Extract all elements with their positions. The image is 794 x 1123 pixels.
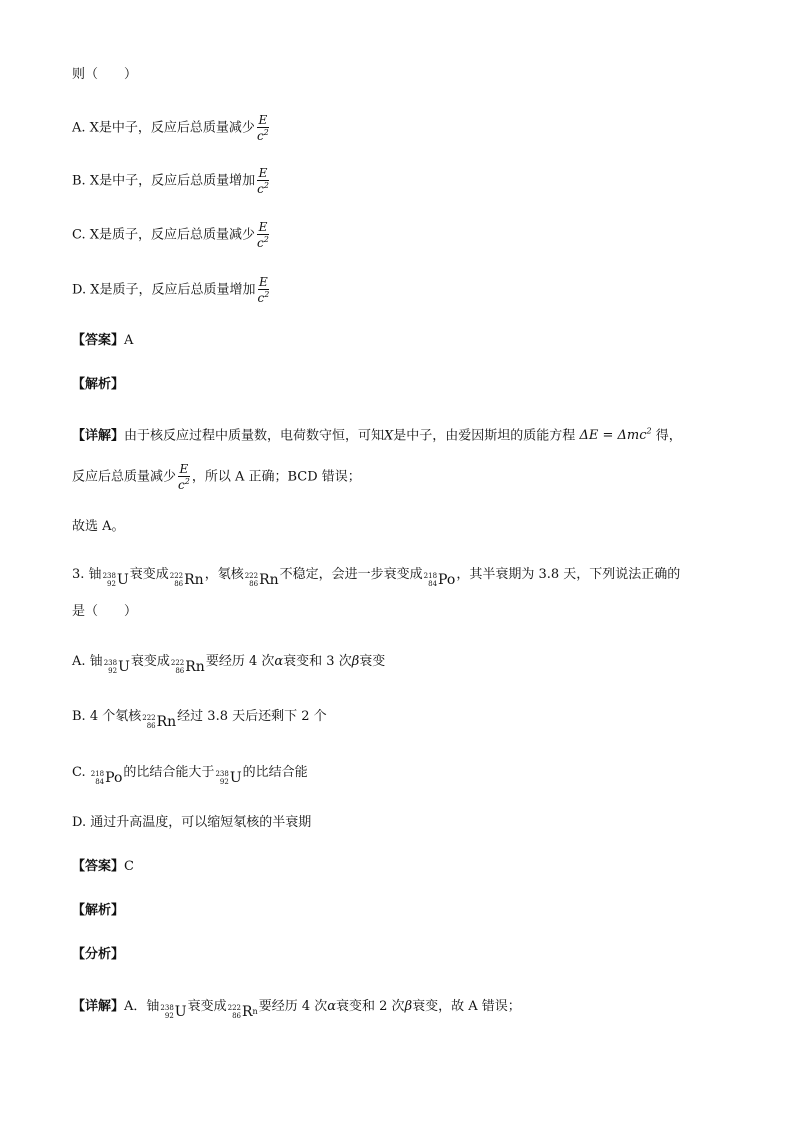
option-label: C. [72, 227, 86, 243]
nuclide-po218: 218 84 Po [90, 770, 123, 786]
option-label: A. [72, 120, 86, 136]
q2-conclusion: 故选 A。 [72, 519, 125, 534]
option-label: C. [72, 765, 86, 780]
option-text: X是质子，反应后总质量减少 [89, 227, 256, 243]
option-label: B. [72, 173, 86, 189]
q3-answer [72, 860, 134, 873]
q3-stem-line1: 3. 铀 238 92 U 衰变成 222 86 Rn ，氡核 222 86 Rn 不稳定，会进一步衰变成 218 84 Po ，其半衰期为 3.8 天，下列说法正确的 [72, 567, 681, 588]
mass-energy-equation: ΔE = Δmc$^2$ [579, 427, 652, 444]
option-text: 通过升高温度，可以缩短氡核的半衰期 [90, 815, 312, 830]
detail-tag: 【详解】 [72, 999, 125, 1014]
option-text: X是中子，反应后总质量增加 [89, 173, 256, 189]
q2-answer [72, 334, 133, 347]
q2-analysis-tag: 【解析】 [72, 377, 125, 392]
nuclide-rn222: 222 86 Rn [142, 714, 177, 730]
q2-option-b [72, 167, 271, 195]
q3-option-b: B. 4 个氡核 222 86 Rn 经过 3.8 天后还剩下 2 个 [72, 709, 327, 730]
q2-option-c [72, 221, 271, 249]
q2-option-a [72, 114, 271, 142]
answer-value: C [124, 859, 134, 874]
option-text: X是中子，反应后总质量减少 [89, 120, 255, 136]
q3-analysis-tag: 【解析】 [72, 903, 125, 918]
fraction-e-over-c2: $\frac{E}{c^2}$ [178, 462, 190, 492]
answer-tag: 【答案】 [72, 859, 125, 874]
q3-option-c: C. 218 84 Po 的比结合能大于 238 92 U 的比结合能 [72, 765, 308, 786]
nuclide-u238: 238 92 U [102, 572, 129, 588]
q2-detail-line1: 【详解】由于核反应过程中质量数，电荷数守恒，可知X是中子，由爱因斯坦的质能方程 ΔE = Δmc$^2$ 得， [72, 427, 682, 444]
option-label: D. [72, 282, 87, 298]
question-number: 3. [72, 567, 85, 582]
option-label: A. [72, 654, 86, 669]
q2-detail-line2: 反应后总质量减少 $\frac{E}{c^2}$ ，所以 A 正确；BCD 错误； [72, 462, 361, 492]
q3-option-d [72, 816, 311, 829]
fraction-e-over-c2: $\frac{E}{c^2}$ [256, 113, 269, 143]
nuclide-u238: 238 92 U [103, 659, 130, 675]
option-label: D. [72, 815, 87, 830]
q2-stem-tail: 则（ ） [72, 67, 138, 82]
q3-stem-line2: 是（ ） [72, 604, 138, 619]
fraction-e-over-c2: $\frac{E}{c^2}$ [257, 275, 270, 305]
detail-tag: 【详解】 [72, 428, 125, 444]
nuclide-u238: 238 92 U [160, 1004, 187, 1020]
answer-value: A [124, 333, 134, 348]
answer-tag: 【答案】 [72, 333, 125, 348]
nuclide-rn222: 222 86 Rn [170, 659, 205, 675]
option-text: X是质子，反应后总质量增加 [90, 282, 256, 298]
option-label: B. [72, 709, 86, 724]
nuclide-po218: 218 84 Po [423, 572, 456, 588]
q3-option-a: A. 铀 238 92 U 衰变成 222 86 Rn 要经历 4 次α衰变和 3 次β衰变 [72, 654, 386, 675]
q2-option-d [72, 276, 271, 304]
q3-fenxi-tag: 【分析】 [72, 947, 125, 962]
fraction-e-over-c2: $\frac{E}{c^2}$ [257, 166, 269, 196]
nuclide-u238: 238 92 U [215, 770, 242, 786]
q3-detail-line1: 【详解】A．铀 238 92 U 衰变成 222 86 R n 要经历 4 次α衰变和 2 次β衰变，故 A 错误； [72, 999, 521, 1020]
fraction-e-over-c2: $\frac{E}{c^2}$ [257, 220, 269, 250]
nuclide-rn222-sub: 222 86 R n [227, 1004, 258, 1020]
nuclide-rn222: 222 86 Rn [244, 572, 279, 588]
nuclide-rn222: 222 86 Rn [169, 572, 204, 588]
